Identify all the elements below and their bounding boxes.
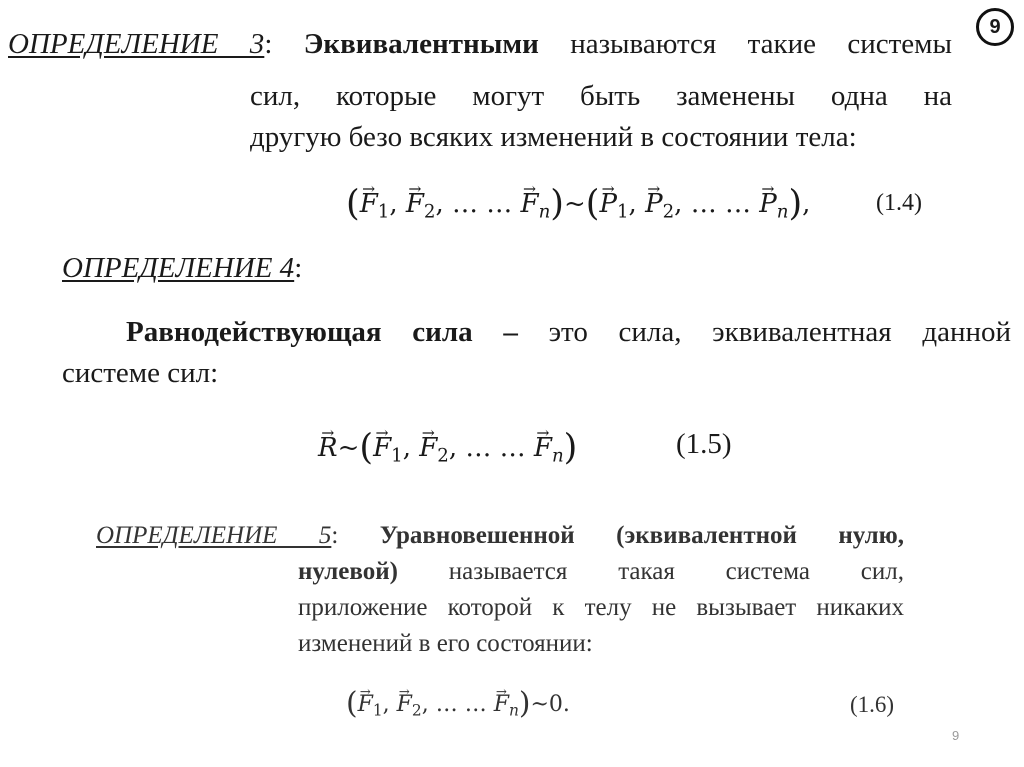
definition-5-line-1: ОПРЕДЕЛЕНИЕ 5: Уравновешенной (эквивалентной нулю, — [96, 522, 904, 549]
definition-5-term: нулевой) — [298, 558, 398, 585]
definition-3-title: ОПРЕДЕЛЕНИЕ 3 — [8, 28, 265, 60]
definition-5-title: ОПРЕДЕЛЕНИЕ 5 — [96, 522, 332, 549]
definition-3-line-2: сил, которые могут быть заменены одна на — [250, 80, 952, 112]
definition-4-title: ОПРЕДЕЛЕНИЕ 4 — [62, 252, 295, 284]
formula-1-4: (→ $F_1$, → $F_2$, … … → $F_n)\sim(\to P_1$, → $P_2$, … … → $P_n$), — [346, 180, 810, 222]
definition-4-line-2: системе сил: — [62, 357, 219, 389]
definition-3 — [8, 28, 952, 61]
definition-5-line-4: изменений в его состоянии: — [298, 630, 593, 657]
definition-4-heading: ОПРЕДЕЛЕНИЕ 4: — [62, 252, 303, 284]
equation-number-1-6: (1.6) — [850, 692, 895, 717]
definition-5-line-3: приложение которой к телу не вызывает никаких — [298, 594, 904, 621]
equation-number-1-4: (1.4) — [876, 190, 922, 216]
formula-1-5: → R~(→ $F_1$, → $F_2$, … … → $F_n$) — [318, 424, 577, 466]
page-number: 9 — [952, 728, 960, 743]
slide-number-badge: 9 — [976, 8, 1014, 46]
definition-3-line-1: ОПРЕДЕЛЕНИЕ 3: Эквивалентными называются такие системы — [8, 28, 953, 60]
definition-4-term: Равнодействующая сила — [126, 316, 473, 348]
definition-4-line-1: Равнодействующая сила – это сила, эквивалентная данной — [126, 316, 1012, 348]
definition-3-term: Эквивалентными — [303, 28, 539, 60]
formula-1-6: (→ $F_1$, → $F_2$, … … → $F_n)\sim 0$. — [346, 684, 570, 720]
definition-3-line-3: другую безо всяких изменений в состоянии тела: — [250, 121, 857, 153]
definition-5-line-2: нулевой) называется такая система сил, — [298, 558, 905, 585]
equation-number-1-5: (1.5) — [676, 428, 732, 460]
